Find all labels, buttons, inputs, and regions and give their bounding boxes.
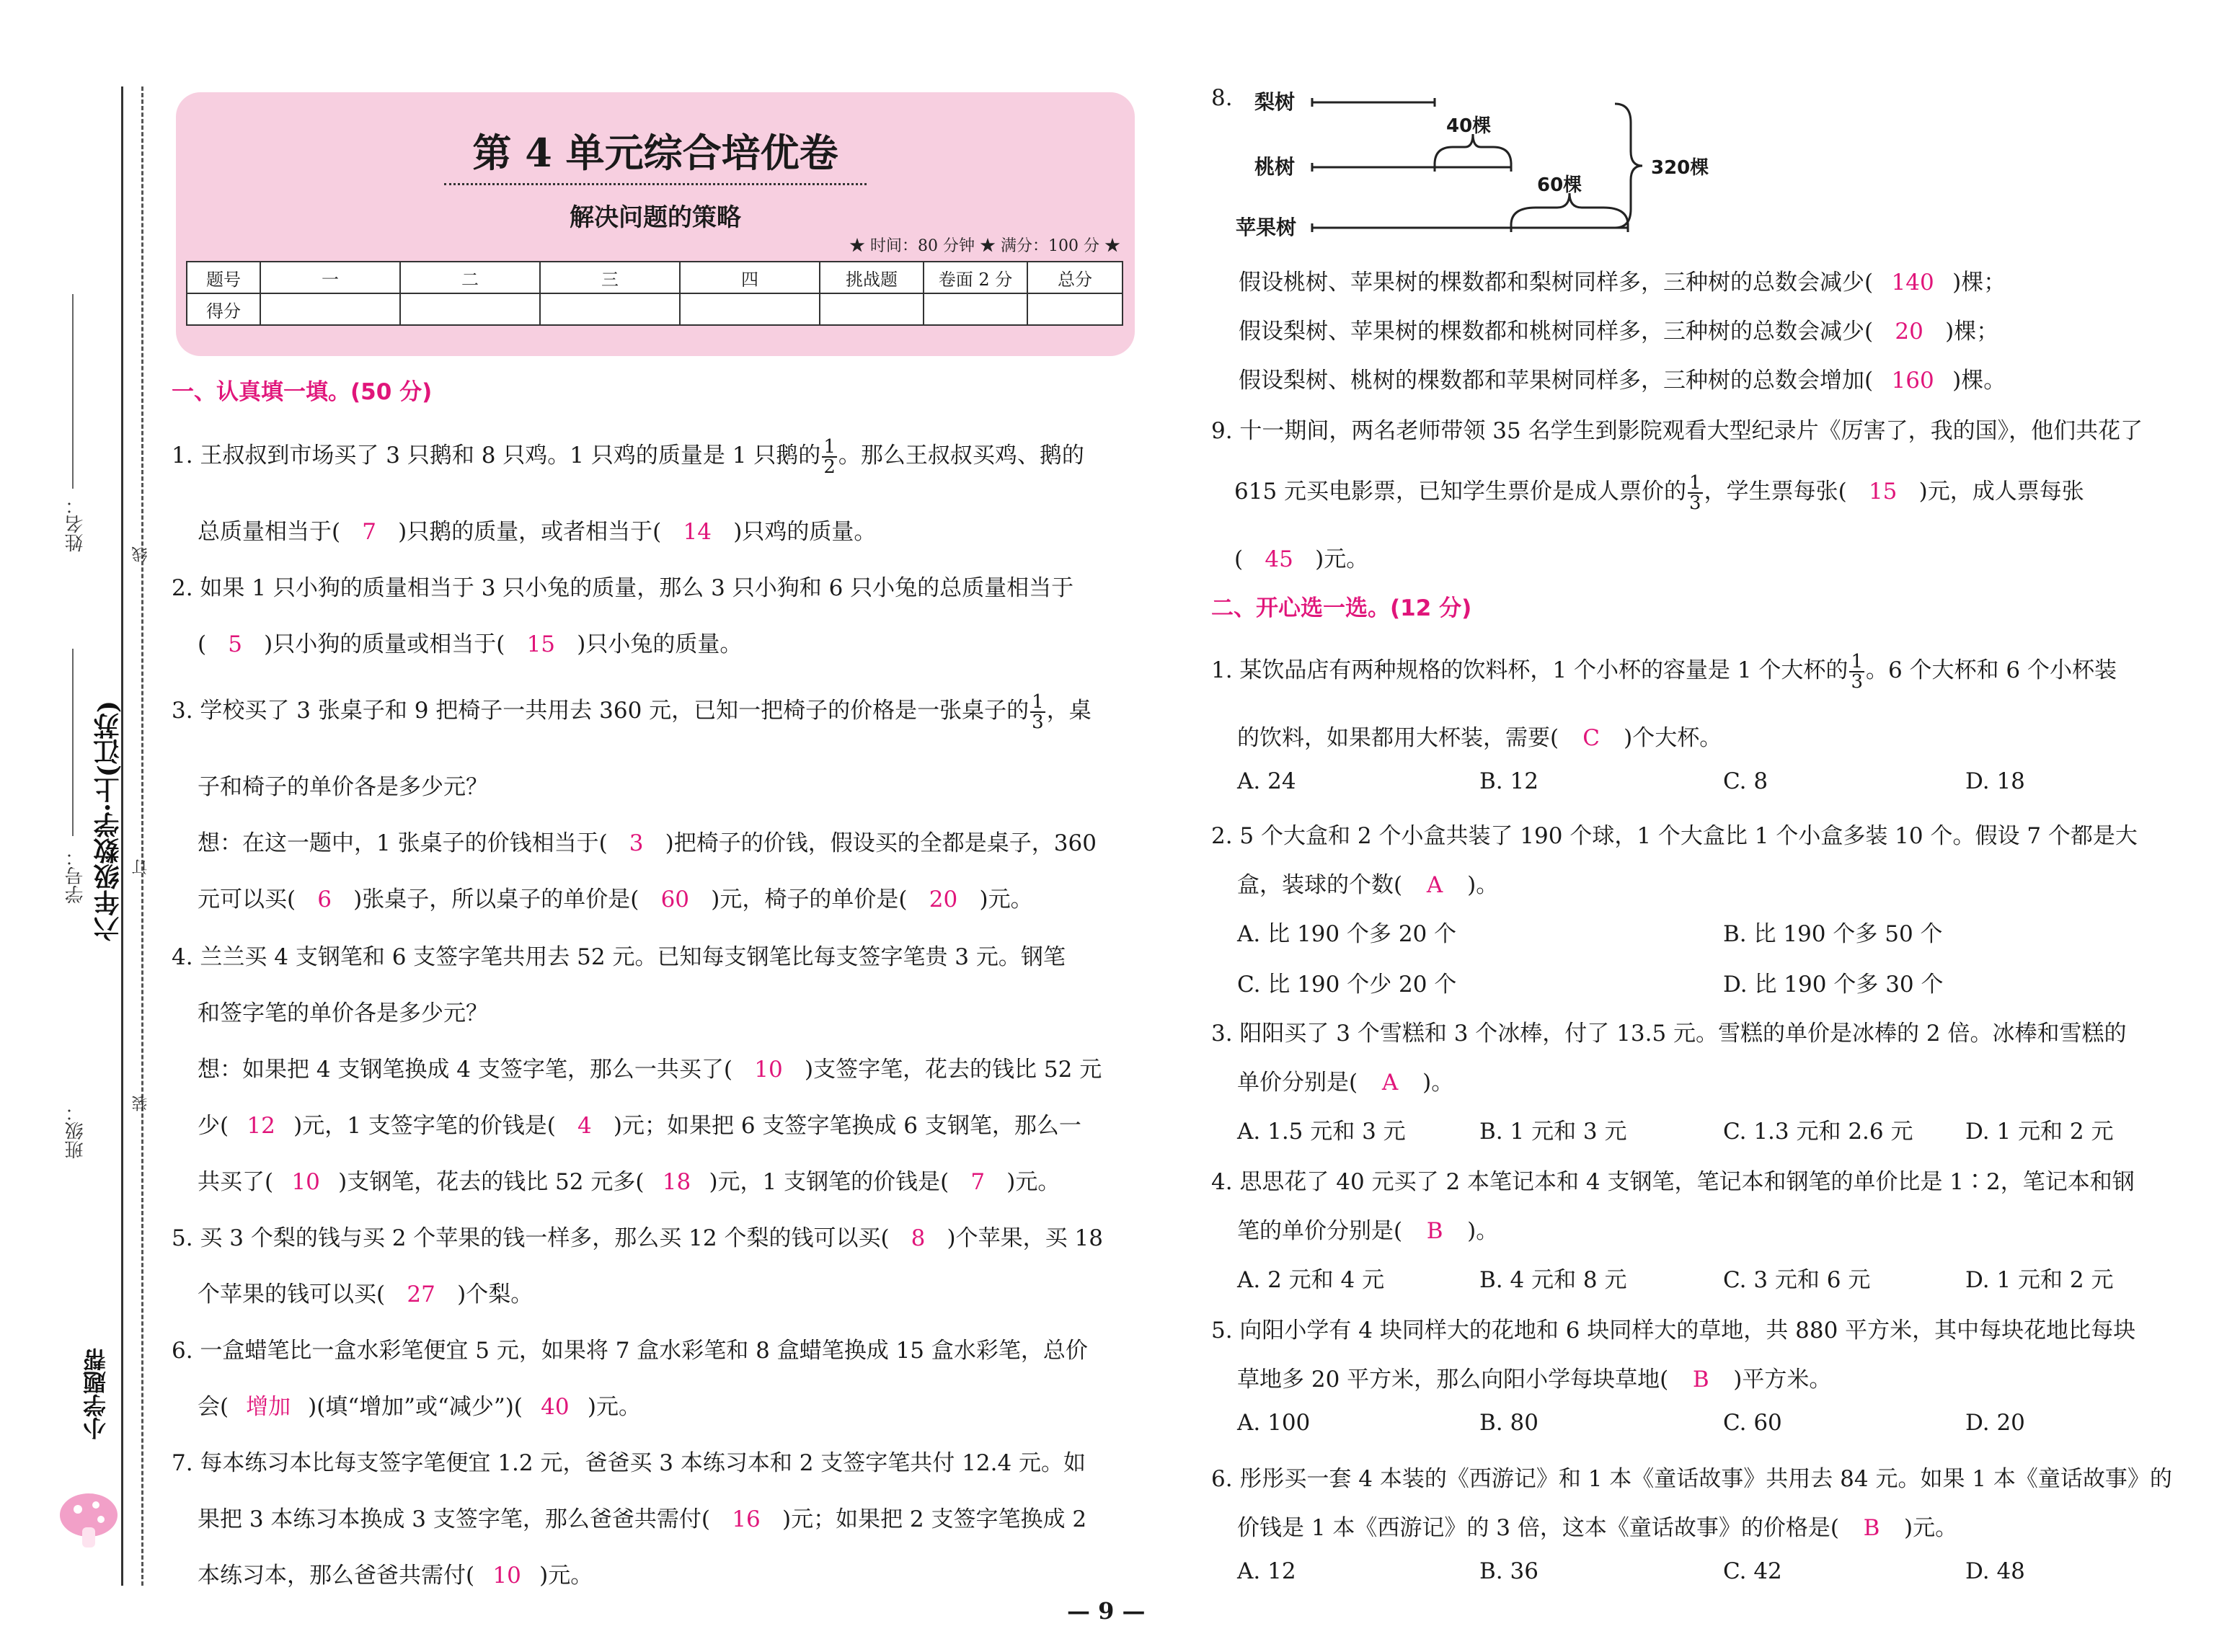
cut-mark-zhuang: 装 [132,1096,150,1111]
q8-number: 8. [1211,85,1233,111]
c4-line1: 4. 思思花了 40 元买了 2 本笔记本和 4 支钢笔，笔记本和钢笔的单价比是 1∶2，笔记本和钢 [1211,1169,2135,1195]
q4-text-d: )支签字笔，花去的钱比 52 元 [804,1057,1102,1083]
q9-line3 [1234,541,1368,573]
score-cell: 三 [540,262,680,293]
fraction-denominator: 3 [1032,711,1044,733]
score-cell: 一 [260,262,400,293]
q1-text-b: 。那么王叔叔买鸡、鹅的 [838,443,1084,468]
q7-line3 [198,1557,593,1589]
c4-option-d[interactable]: D. 1 元和 2 元 [1965,1267,2114,1293]
q4-text-g: )元；如果把 6 支签字笔换成 6 支钢笔，那么一 [613,1113,1081,1139]
q8-text: 假设梨树、苹果树的棵数都和桃树同样多，三种树的总数会减少( [1239,319,1874,345]
q3-line1 [172,692,1092,732]
mushroom-logo-icon [56,1488,121,1553]
title-underline [444,183,867,185]
c3-option-b[interactable]: B. 1 元和 3 元 [1479,1119,1627,1145]
c3-option-c[interactable]: C. 1.3 元和 2.6 元 [1723,1119,1913,1145]
q4-line3 [198,1051,1102,1083]
c2-option-b[interactable]: B. 比 190 个多 50 个 [1723,921,1943,947]
c5-option-d[interactable]: D. 20 [1965,1410,2025,1436]
q4-line5 [198,1163,1060,1196]
score-cell: 卷面 2 分 [924,262,1027,293]
c1-option-a[interactable]: A. 24 [1237,768,1296,794]
score-input-cell[interactable] [924,293,1027,325]
q6-line1: 6. 一盒蜡笔比一盒水彩笔便宜 5 元，如果将 7 盒水彩笔和 8 盒蜡笔换成 15 盒水彩笔，总价 [172,1338,1088,1364]
c1-text-c: 的饮料，如果都用大杯装，需要( [1237,725,1559,751]
q1-text-d: )只鹅的质量，或者相当于( [398,519,662,545]
c1-line1 [1211,652,2117,691]
c4-text-b: 笔的单价分别是( [1237,1218,1403,1244]
q4-text-h: 共买了( [198,1169,274,1195]
score-input-cell[interactable] [540,293,680,325]
score-cell: 挑战题 [820,262,924,293]
c2-line1: 2. 5 个大盒和 2 个小盒共装了 190 个球，1 个大盒比 1 个小盒多装 10 个。假设 7 个都是大 [1211,823,2138,849]
answer: 5 [228,631,242,657]
c3-text-c: )。 [1422,1070,1454,1096]
answer: 60 [660,887,690,912]
c4-option-c[interactable]: C. 3 元和 6 元 [1723,1267,1871,1293]
c4-option-a[interactable]: A. 2 元和 4 元 [1237,1267,1385,1293]
q8-text: )棵。 [1952,368,2006,394]
c2-line2 [1237,866,1498,899]
section-1-title: 一、认真填一填。(50 分) [172,379,433,405]
page-title: 第 4 单元综合培优卷 [472,130,838,176]
q4-line2: 和签字笔的单价各是多少元？ [198,1000,488,1026]
tree-label-pear: 梨树 [1254,90,1296,114]
answer: 45 [1265,546,1293,572]
q1-line1 [172,437,1084,476]
page-subtitle: 解决问题的策略 [570,203,741,232]
exam-meta: ★ 时间：80 分钟 ★ 满分：100 分 ★ [849,237,1120,255]
c1-text-d: )个大杯。 [1624,725,1722,751]
q3-text-b: ，桌 [1046,698,1092,724]
q3-text-f: 元可以买( [198,887,296,912]
c2-text-b: 盒，装球的个数( [1237,872,1403,898]
answer: 16 [732,1506,761,1532]
total-label-320: 320棵 [1651,157,1709,179]
c1-line2 [1237,719,1722,752]
score-table-score-row [187,293,1123,325]
c5-line1: 5. 向阳小学有 4 块同样大的花地和 6 块同样大的草地，共 880 平方米，其中每块花地比每块 [1211,1318,2136,1344]
score-input-cell[interactable] [1027,293,1123,325]
q7-line1: 7. 每本练习本比每支签字笔便宜 1.2 元，爸爸买 3 本练习本和 2 支签字笔共付 12.4 元。如 [172,1450,1086,1476]
answer: B [1426,1218,1443,1244]
q1-line2 [198,513,876,546]
c2-text-c: )。 [1467,872,1499,898]
name-blank [72,294,74,489]
q7-line2 [198,1501,1086,1533]
c1-option-d[interactable]: D. 18 [1965,768,2025,794]
q8-text: )棵； [1952,270,2006,296]
c3-text-b: 单价分别是( [1237,1070,1358,1096]
answer: 15 [526,631,556,657]
answer: 10 [492,1563,521,1589]
q6-line2 [198,1388,641,1421]
answer: C [1582,725,1600,751]
answer: 160 [1891,368,1934,394]
fraction [1849,652,1864,691]
section-2-title: 二、开心选一选。(12 分) [1211,595,1472,621]
c6-option-b[interactable]: B. 36 [1479,1558,1538,1584]
q6-text-c: )(填“增加”或“减少”)( [308,1394,523,1420]
answer: 20 [1895,319,1923,345]
answer: B [1692,1367,1709,1393]
answer: A [1426,872,1443,898]
c6-text-b: 价钱是 1 本《西游记》的 3 倍，这本《童话故事》的价格是( [1237,1515,1839,1541]
q8-line3 [1239,362,2006,394]
score-table-header-row [187,262,1123,293]
answer: 6 [317,887,332,912]
score-cell: 二 [400,262,540,293]
q5-line1 [172,1220,1103,1252]
number-label: 学号： [65,848,87,904]
q8-text: 假设梨树、桃树的棵数都和苹果树同样多，三种树的总数会增加( [1239,368,1874,394]
q1-text-e: )只鸡的质量。 [733,519,877,545]
answer: 8 [911,1225,926,1251]
c1-option-c[interactable]: C. 8 [1723,768,1768,794]
fraction-numerator: 1 [1851,650,1863,672]
c2-option-a[interactable]: A. 比 190 个多 20 个 [1237,921,1457,947]
fraction-denominator: 3 [1851,670,1863,693]
q1-text-a: 1. 王叔叔到市场买了 3 只鹅和 8 只鸡。1 只鸡的质量是 1 只鹅的 [172,443,821,468]
q2-text-b: ( [198,631,207,657]
brand-label: 小学题帮 [82,1348,110,1440]
fraction-denominator: 3 [1689,492,1701,514]
c1-option-b[interactable]: B. 12 [1479,768,1538,794]
score-table [186,261,1123,326]
answer: 40 [541,1394,570,1420]
q5-text-c: 个苹果的钱可以买( [198,1282,386,1307]
answer: 14 [683,519,712,545]
answer: 15 [1868,479,1898,505]
fraction-numerator: 1 [1032,690,1044,713]
q3-text-a: 3. 学校买了 3 张桌子和 9 把椅子一共用去 360 元，已知一把椅子的价格是一张桌子的 [172,698,1030,724]
q5-line2 [198,1276,533,1308]
score-input-cell[interactable] [400,293,540,325]
answer: 18 [662,1169,691,1195]
answer: 10 [754,1057,783,1083]
q2-line1: 2. 如果 1 只小狗的质量相当于 3 只小兔的质量，那么 3 只小狗和 6 只小兔的总质量相当于 [172,575,1074,601]
c5-option-b[interactable]: B. 80 [1479,1410,1538,1436]
q9-line1: 9. 十一期间，两名老师带领 35 名学生到影院观看大型纪录片《厉害了，我的国》，他们共花了 [1211,418,2143,444]
c3-line2 [1237,1064,1453,1096]
answer: 增加 [246,1394,291,1420]
q5-text-d: )个梨。 [457,1282,533,1307]
q9-text-e: ( [1234,546,1244,572]
answer: 3 [629,830,644,856]
tree-label-apple: 苹果树 [1236,216,1297,239]
q9-text-d: )元，成人票每张 [1918,479,2084,505]
q4-text-f: )元，1 支签字笔的价钱是( [293,1113,556,1139]
q9-text-b: 615 元买电影票，已知学生票价是成人票价的 [1234,479,1687,505]
tree-label-peach: 桃树 [1254,155,1296,179]
q4-text-e: 少( [198,1113,229,1139]
answer: 20 [929,887,958,912]
diff-label-40: 40棵 [1446,115,1492,137]
q8-text: )棵； [1945,319,1999,345]
q2-line2 [198,626,742,658]
q4-text-j: )元，1 支钢笔的价钱是( [709,1169,949,1195]
answer: 140 [1891,270,1934,296]
c3-option-d[interactable]: D. 1 元和 2 元 [1965,1119,2114,1145]
score-input-cell[interactable] [820,293,924,325]
q3-text-d: 想：在这一题中，1 张桌子的价钱相当于( [198,830,608,856]
answer: 10 [291,1169,320,1195]
q9-line2 [1234,473,2084,512]
q3-text-e: )把椅子的价钱，假设买的全都是桌子，360 [665,830,1097,856]
answer: 12 [247,1113,275,1139]
c5-text-c: )平方米。 [1733,1367,1832,1393]
score-cell: 总分 [1027,262,1123,293]
fraction [822,435,837,478]
c2-option-c[interactable]: C. 比 190 个少 20 个 [1237,972,1457,998]
number-blank [72,649,74,836]
class-label: 班级： [65,1103,87,1159]
c3-line1: 3. 阳阳买了 3 个雪糕和 3 个冰棒，付了 13.5 元。雪糕的单价是冰棒的 2 倍。冰棒和雪糕的 [1211,1021,2127,1047]
c5-line2 [1237,1361,1831,1393]
c1-text-a: 1. 某饮品店有两种规格的饮料杯，1 个小杯的容量是 1 个大杯的 [1211,657,1849,683]
q3-text-g: )张桌子，所以桌子的单价是( [353,887,639,912]
answer: 27 [407,1282,435,1307]
answer: 7 [362,519,376,545]
c2-option-d[interactable]: D. 比 190 个多 30 个 [1723,972,1944,998]
c4-option-b[interactable]: B. 4 元和 8 元 [1479,1267,1627,1293]
score-cell: 得分 [187,293,260,325]
q7-text-c: )元；如果把 2 支签字笔换成 2 [782,1506,1087,1532]
c5-text-b: 草地多 20 平方米，那么向阳小学每块草地( [1237,1367,1669,1393]
q9-text-f: )元。 [1315,546,1369,572]
binding-line-dashed [141,86,143,1586]
q7-text-b: 果把 3 本练习本换成 3 支签字笔，那么爸爸共需付( [198,1506,710,1532]
answer: A [1381,1070,1399,1096]
c6-line2 [1237,1509,1957,1542]
fraction [1030,690,1045,733]
fraction [1688,471,1703,514]
q3-text-h: )元，椅子的单价是( [711,887,908,912]
c6-line1: 6. 彤彤买一套 4 本装的《西游记》和 1 本《童话故事》共用去 84 元。如果 1 本《童话故事》的 [1211,1466,2172,1492]
c4-line2 [1237,1212,1498,1245]
q3-line4 [198,881,1033,913]
score-cell: 题号 [187,262,260,293]
q7-text-d: 本练习本，那么爸爸共需付( [198,1563,475,1589]
q3-line2: 子和椅子的单价各是多少元？ [198,774,488,800]
score-input-cell[interactable] [680,293,820,325]
cut-mark-xian: 线 [132,546,150,562]
q6-text-d: )元。 [587,1394,641,1420]
q4-line4 [198,1107,1081,1140]
score-cell: 四 [680,262,820,293]
q4-text-k: )元。 [1006,1169,1061,1195]
c6-option-c[interactable]: C. 42 [1723,1558,1782,1584]
answer: 4 [577,1113,592,1139]
answer: 7 [970,1169,986,1195]
q4-text-i: )支钢笔，花去的钱比 52 元多( [338,1169,645,1195]
c5-option-c[interactable]: C. 60 [1723,1410,1782,1436]
c3-option-a[interactable]: A. 1.5 元和 3 元 [1237,1119,1406,1145]
q9-text-c: ，学生票每张( [1704,479,1847,505]
fraction-numerator: 1 [1689,471,1701,494]
q7-text-e: )元。 [539,1563,593,1589]
q4-line1: 4. 兰兰买 4 支钢笔和 6 支签字笔共用去 52 元。已知每支钢笔比每支签字笔贵 3 元。钢笔 [172,944,1066,970]
page-number: — 9 — [1067,1597,1146,1625]
q8-line1 [1239,264,2006,296]
q1-text-c: 总质量相当于( [198,519,341,545]
q4-text-c: 想：如果把 4 支钢笔换成 4 支签字笔，那么一共买了( [198,1057,732,1083]
q8-line2 [1239,313,1998,345]
q2-text-d: )只小兔的质量。 [577,631,743,657]
c1-text-b: 。6 个大杯和 6 个小杯装 [1865,657,2117,683]
q6-text-b: 会( [198,1394,229,1420]
q5-text-b: )个苹果，买 18 [947,1225,1103,1251]
c4-text-c: )。 [1467,1218,1499,1244]
c6-text-c: )元。 [1903,1515,1958,1541]
fraction-numerator: 1 [823,435,836,458]
header-card [176,92,1135,356]
c5-option-a[interactable]: A. 100 [1237,1410,1311,1436]
q5-text-a: 5. 买 3 个梨的钱与买 2 个苹果的钱一样多，那么买 12 个梨的钱可以买( [172,1225,890,1251]
book-label: 六年级数学·上(江苏) [93,701,123,942]
name-label: 姓名： [65,496,87,552]
diff-label-60: 60棵 [1537,174,1582,196]
answer: B [1863,1515,1880,1541]
c6-option-d[interactable]: D. 48 [1965,1558,2025,1584]
q8-text: 假设桃树、苹果树的棵数都和梨树同样多，三种树的总数会减少( [1239,270,1874,296]
q3-line3 [198,825,1097,857]
score-input-cell[interactable] [260,293,400,325]
line-segment-diagram [1298,86,1658,238]
fraction-denominator: 2 [823,456,836,478]
cut-mark-ding: 订 [132,859,150,875]
c6-option-a[interactable]: A. 12 [1237,1558,1296,1584]
q2-text-c: )只小狗的质量或相当于( [264,631,505,657]
q3-text-i: )元。 [979,887,1033,912]
